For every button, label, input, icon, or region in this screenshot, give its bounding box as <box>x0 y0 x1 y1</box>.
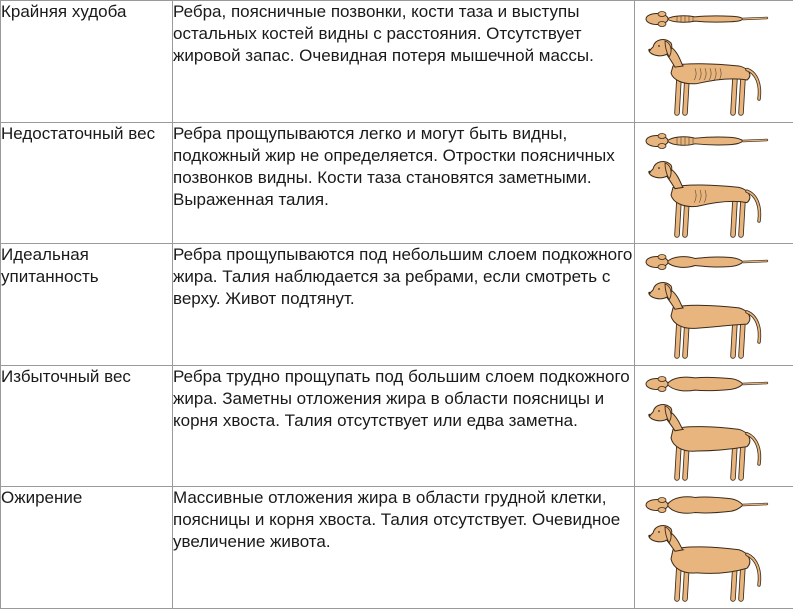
dog-top-view-icon <box>646 255 767 270</box>
table-row <box>1 1 793 123</box>
description-text: Массивные отложения жира в области грудной клетки, поясницы и корня хвоста. Талия отсутствует. Очевидное увеличение живота. <box>173 488 621 552</box>
illustration-cell <box>635 1 793 123</box>
dog-illustration <box>635 123 792 241</box>
dog-top-view-icon <box>646 497 767 513</box>
description-cell <box>173 122 635 244</box>
dog-illustration <box>635 244 792 362</box>
table-row <box>1 487 793 609</box>
category-cell <box>1 244 173 366</box>
illustration-cell <box>635 487 793 609</box>
table-row <box>1 122 793 244</box>
dog-side-view-icon <box>648 526 759 599</box>
category-cell <box>1 122 173 244</box>
category-label: Недостаточный вес <box>1 123 156 143</box>
dog-top-view-icon <box>646 376 767 391</box>
table-row <box>1 244 793 366</box>
dog-top-view-icon <box>646 133 767 148</box>
category-label: Крайняя худоба <box>1 2 127 21</box>
category-label: Ожирение <box>1 488 83 508</box>
dog-side-view-icon <box>648 161 759 234</box>
dog-side-view-icon <box>648 283 759 356</box>
table-row <box>1 365 793 487</box>
description-text: Ребра трудно прощупать под большим слоем подкожного жира. Заметны отложения жира в области поясницы и корня хвоста. Талия отсутствует или едва заметна. <box>173 366 630 430</box>
dog-side-view-icon <box>648 40 759 113</box>
description-text: Ребра, поясничные позвонки, кости таза и выступы остальных костей видны с расстояния. Отсутствует жировой запас. Очевидная потеря мышечной массы. <box>173 2 594 65</box>
category-cell <box>1 365 173 487</box>
description-text: Ребра прощупываются под небольшим слоем подкожного жира. Талия наблюдается за ребрами, если смотреть с верху. Живот подтянут. <box>173 245 633 309</box>
description-cell <box>173 365 635 487</box>
description-cell <box>173 1 635 123</box>
category-label: Избыточный вес <box>1 366 131 386</box>
description-text: Ребра прощупываются легко и могут быть видны, подкожный жир не определяется. Отростки поясничных позвонков видны. Кости таза становятся заметными. Выраженная талия. <box>173 123 615 209</box>
description-cell <box>173 244 635 366</box>
category-label: Идеальная упитанность <box>1 245 99 287</box>
illustration-cell <box>635 244 793 366</box>
dog-illustration <box>635 366 792 484</box>
dog-top-view-icon <box>646 12 767 27</box>
illustration-cell <box>635 365 793 487</box>
illustration-cell <box>635 122 793 244</box>
category-cell <box>1 487 173 609</box>
dog-illustration <box>635 1 792 119</box>
description-cell <box>173 487 635 609</box>
category-cell <box>1 1 173 123</box>
dog-illustration <box>635 487 792 605</box>
dog-side-view-icon <box>648 404 759 477</box>
